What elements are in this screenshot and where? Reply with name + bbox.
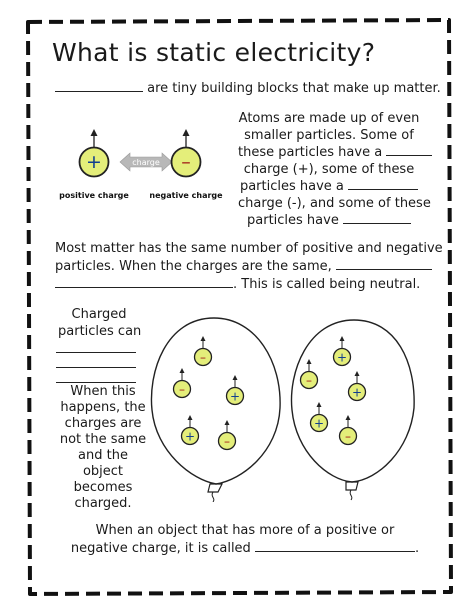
charge-symbol: – — [306, 373, 312, 388]
charged-particles-label — [58, 306, 140, 340]
right-balloon — [292, 320, 415, 500]
page-title: What is static electricity? — [52, 38, 376, 67]
left-charge-5 — [219, 420, 236, 450]
charge-symbol: + — [351, 385, 363, 400]
left-line-9: becomes — [73, 480, 133, 495]
left-charge-2 — [174, 368, 191, 398]
answer-blank[interactable] — [56, 367, 136, 368]
period: . — [414, 541, 420, 556]
matter-blocks-line — [55, 80, 441, 97]
negative-caption: negative charge — [149, 191, 223, 200]
matter-line-1: Most matter has the same number of positive and negative — [55, 241, 443, 256]
atoms-line-5 — [238, 178, 420, 195]
left-line-10: charged. — [74, 496, 132, 511]
atoms-line-7-text: particles have — [247, 213, 339, 228]
bottom-line-1: When an object that has more of a positive or — [95, 523, 395, 538]
matter-line-2-text: particles. When the charges are the same, — [55, 259, 332, 274]
negative-symbol: – — [181, 151, 191, 173]
atoms-line-5-text: particles have a — [239, 179, 344, 194]
charge-symbol: + — [336, 350, 348, 365]
left-line-6: not the same — [59, 432, 147, 447]
charge-arrow — [120, 153, 172, 171]
matter-line-3 — [55, 276, 420, 293]
charge-symbol: + — [229, 389, 241, 404]
charge-symbol: + — [313, 416, 325, 431]
matter-line-2 — [55, 258, 432, 275]
positive-symbol: + — [86, 151, 102, 173]
left-line-3: When this — [70, 384, 136, 399]
answer-blank[interactable] — [55, 287, 233, 288]
answer-blank[interactable] — [56, 382, 136, 383]
left-line-8: object — [82, 464, 124, 479]
left-line-4: happens, the — [60, 400, 146, 415]
atoms-line-6: charge (-), and some of these — [238, 196, 431, 211]
atoms-line-4 — [238, 161, 420, 178]
left-balloon — [151, 318, 280, 502]
atoms-line-3 — [238, 144, 420, 161]
left-charge-1 — [195, 336, 212, 366]
charge-diagram — [50, 128, 236, 206]
bottom-line-2 — [60, 540, 430, 557]
left-line-1: Charged — [71, 307, 127, 322]
bottom-line-2-text: negative charge, it is called — [70, 541, 251, 556]
right-charge-4 — [311, 402, 328, 432]
answer-blank[interactable] — [55, 91, 143, 92]
positive-caption: positive charge — [59, 191, 129, 200]
atoms-line-4-text: charge (+), some of these — [243, 162, 415, 177]
left-charge-3 — [227, 375, 244, 405]
atoms-line-2: smaller particles. Some of — [244, 128, 414, 143]
right-charge-5 — [340, 415, 357, 445]
right-charge-1 — [334, 336, 351, 366]
left-line-2: particles can — [58, 324, 142, 339]
matter-line-3-text: . This is called being neutral. — [233, 277, 421, 292]
charged-explanation — [56, 384, 150, 512]
charge-symbol: – — [345, 429, 351, 444]
right-charge-3 — [349, 371, 366, 401]
charge-symbol: – — [200, 350, 206, 365]
answer-blank[interactable] — [386, 155, 432, 156]
answer-blank[interactable] — [343, 223, 411, 224]
balloons-diagram — [146, 312, 436, 502]
atoms-line-3-text: these particles have a — [238, 145, 383, 160]
answer-blank[interactable] — [255, 551, 415, 552]
charge-symbol: – — [179, 382, 185, 397]
left-charge-4 — [182, 415, 199, 445]
atoms-line-7 — [238, 212, 420, 229]
negative-particle — [172, 129, 201, 177]
charge-arrow-label: charge — [132, 158, 160, 167]
atoms-line-1: Atoms are made up of even — [238, 111, 420, 126]
answer-blank[interactable] — [348, 189, 418, 190]
charge-symbol: + — [184, 429, 196, 444]
answer-blank[interactable] — [56, 352, 136, 353]
atoms-paragraph — [238, 110, 431, 229]
left-line-5: charges are — [64, 416, 142, 431]
matter-blocks-text: are tiny building blocks that make up matter. — [147, 81, 441, 96]
right-charge-2 — [301, 359, 318, 389]
charge-symbol: – — [224, 434, 230, 449]
left-line-7: and the — [78, 448, 128, 463]
positive-particle — [80, 129, 109, 177]
answer-blank[interactable] — [336, 269, 432, 270]
